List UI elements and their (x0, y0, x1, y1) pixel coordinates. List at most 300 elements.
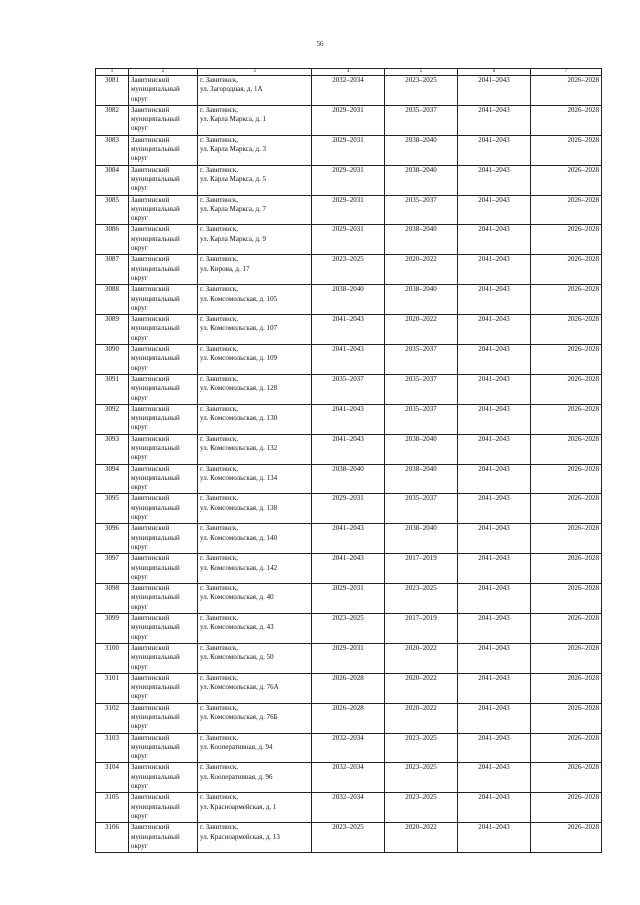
address-street: ул. Кооперативная, д. 96 (200, 772, 273, 781)
period-col6: 2041–2043 (458, 703, 531, 733)
address-cell (198, 584, 312, 614)
row-number: 3090 (96, 345, 129, 375)
period-col6: 2041–2043 (458, 793, 531, 823)
municipality-cell (129, 255, 198, 285)
address-cell (198, 614, 312, 644)
table-row (96, 195, 602, 225)
municipality-cell (129, 614, 198, 644)
municipality-line: муниципальный (131, 473, 180, 482)
column-header: 2 (129, 69, 198, 76)
address-city: г. Завитинск, (200, 554, 239, 563)
period-col6: 2041–2043 (458, 135, 531, 165)
period-col4: 2041–2043 (312, 524, 385, 554)
address-cell (198, 76, 312, 106)
municipality-line: Завитинский (131, 643, 170, 652)
municipality-line: муниципальный (131, 324, 180, 333)
period-col7: 2026–2028 (531, 524, 602, 554)
address-street: ул. Комсомольская, д. 43 (200, 623, 274, 632)
municipality-line: Завитинский (131, 225, 170, 234)
municipality-line: Завитинский (131, 76, 170, 84)
municipality-line: муниципальный (131, 713, 180, 721)
period-col7: 2026–2028 (531, 703, 602, 733)
period-col6: 2041–2043 (458, 763, 531, 793)
table-row (96, 584, 602, 614)
municipality-line: округ (131, 303, 148, 312)
municipality-line: округ (131, 363, 148, 372)
period-col5: 2020–2022 (385, 823, 458, 853)
address-street: ул. Комсомольская, д. 76Б (200, 713, 278, 721)
municipality-line: округ (131, 572, 148, 581)
municipality-line: округ (131, 841, 148, 850)
period-col6: 2041–2043 (458, 464, 531, 494)
period-col4: 2035–2037 (312, 374, 385, 404)
municipality-line: муниципальный (131, 802, 180, 811)
row-number: 3082 (96, 105, 129, 135)
address-city: г. Завитинск, (200, 404, 239, 413)
municipality-line: Завитинский (131, 195, 170, 204)
period-col5: 2023–2025 (385, 763, 458, 793)
row-number: 3101 (96, 673, 129, 703)
row-number: 3099 (96, 614, 129, 644)
column-header: 7 (531, 69, 602, 76)
address-city: г. Завитинск, (200, 434, 239, 443)
address-cell (198, 673, 312, 703)
address-city: г. Завитинск, (200, 195, 239, 204)
period-col4: 2038–2040 (312, 285, 385, 315)
period-col7: 2026–2028 (531, 793, 602, 823)
row-number: 3091 (96, 374, 129, 404)
address-street: ул. Кирова, д. 17 (200, 264, 250, 273)
address-city: г. Завитинск, (200, 135, 239, 144)
period-col5: 2038–2040 (385, 285, 458, 315)
period-col7: 2026–2028 (531, 255, 602, 285)
table-row (96, 135, 602, 165)
municipality-line: муниципальный (131, 832, 180, 841)
municipality-line: Завитинский (131, 345, 170, 354)
address-cell (198, 165, 312, 195)
column-header: 3 (198, 69, 312, 76)
municipality-cell (129, 554, 198, 584)
municipality-line: муниципальный (131, 414, 180, 423)
address-street: ул. Комсомольская, д. 50 (200, 653, 274, 662)
municipality-line: муниципальный (131, 234, 180, 243)
municipality-line: муниципальный (131, 742, 180, 751)
period-col6: 2041–2043 (458, 614, 531, 644)
municipality-line: муниципальный (131, 623, 180, 632)
address-city: г. Завитинск, (200, 793, 239, 802)
period-col4: 2032–2034 (312, 763, 385, 793)
table-row (96, 225, 602, 255)
municipality-line: округ (131, 483, 148, 492)
municipality-line: муниципальный (131, 593, 180, 602)
address-street: ул. Комсомольская, д. 109 (200, 354, 278, 363)
municipality-line: округ (131, 782, 148, 791)
address-city: г. Завитинск, (200, 76, 239, 84)
period-col5: 2023–2025 (385, 76, 458, 106)
municipality-line: муниципальный (131, 683, 180, 692)
row-number: 3086 (96, 225, 129, 255)
period-col7: 2026–2028 (531, 76, 602, 106)
period-col4: 2026–2028 (312, 673, 385, 703)
row-number: 3095 (96, 494, 129, 524)
period-col4: 2029–2031 (312, 584, 385, 614)
municipality-line: муниципальный (131, 533, 180, 542)
address-cell (198, 494, 312, 524)
period-col5: 2020–2022 (385, 643, 458, 673)
address-street: ул. Красноармейская, д. 1 (200, 802, 277, 811)
municipality-cell (129, 105, 198, 135)
period-col5: 2035–2037 (385, 404, 458, 434)
period-col5: 2038–2040 (385, 464, 458, 494)
municipality-line: округ (131, 662, 148, 671)
municipality-line: Завитинский (131, 374, 170, 383)
period-col5: 2038–2040 (385, 135, 458, 165)
municipality-line: округ (131, 333, 148, 342)
address-cell (198, 524, 312, 554)
row-number: 3096 (96, 524, 129, 554)
table-row (96, 315, 602, 345)
municipality-line: муниципальный (131, 174, 180, 183)
period-col5: 2017–2019 (385, 554, 458, 584)
page-number: 56 (316, 40, 324, 48)
municipality-line: Завитинский (131, 165, 170, 174)
table-row (96, 494, 602, 524)
table-row (96, 614, 602, 644)
table-row (96, 673, 602, 703)
address-cell (198, 195, 312, 225)
municipality-cell (129, 703, 198, 733)
address-cell (198, 434, 312, 464)
table-row (96, 703, 602, 733)
column-header: 6 (458, 69, 531, 76)
table-row (96, 763, 602, 793)
period-col5: 2017–2019 (385, 614, 458, 644)
address-street: ул. Комсомольская, д. 140 (200, 533, 278, 542)
period-col7: 2026–2028 (531, 434, 602, 464)
municipality-line: Завитинский (131, 404, 170, 413)
period-col6: 2041–2043 (458, 404, 531, 434)
address-city: г. Завитинск, (200, 255, 239, 264)
address-street: ул. Карла Маркса, д. 9 (200, 234, 267, 243)
row-number: 3081 (96, 76, 129, 106)
municipality-line: муниципальный (131, 85, 180, 94)
address-street: ул. Комсомольская, д. 40 (200, 593, 274, 602)
municipality-line: Завитинский (131, 703, 170, 712)
period-col6: 2041–2043 (458, 225, 531, 255)
municipality-line: Завитинский (131, 823, 170, 832)
address-city: г. Завитинск, (200, 584, 239, 593)
municipality-cell (129, 823, 198, 853)
period-col5: 2038–2040 (385, 165, 458, 195)
municipality-line: Завитинский (131, 285, 170, 294)
row-number: 3106 (96, 823, 129, 853)
address-street: ул. Карла Маркса, д. 1 (200, 115, 267, 124)
period-col7: 2026–2028 (531, 823, 602, 853)
municipality-line: округ (131, 692, 148, 701)
municipality-line: округ (131, 184, 148, 193)
address-city: г. Завитинск, (200, 733, 239, 742)
address-city: г. Завитинск, (200, 285, 239, 294)
period-col7: 2026–2028 (531, 105, 602, 135)
period-col5: 2035–2037 (385, 105, 458, 135)
municipality-cell (129, 135, 198, 165)
municipality-cell (129, 733, 198, 763)
municipality-cell (129, 464, 198, 494)
municipality-cell (129, 315, 198, 345)
period-col7: 2026–2028 (531, 135, 602, 165)
address-cell (198, 404, 312, 434)
address-city: г. Завитинск, (200, 225, 239, 234)
municipality-line: Завитинский (131, 494, 170, 503)
address-street: ул. Комсомольская, д. 76А (200, 683, 279, 692)
row-number: 3103 (96, 733, 129, 763)
table-row (96, 374, 602, 404)
table-row (96, 733, 602, 763)
municipality-line: округ (131, 752, 148, 761)
column-header: 5 (385, 69, 458, 76)
municipality-cell (129, 225, 198, 255)
municipality-cell (129, 524, 198, 554)
period-col7: 2026–2028 (531, 554, 602, 584)
address-city: г. Завитинск, (200, 345, 239, 354)
period-col4: 2032–2034 (312, 793, 385, 823)
period-col7: 2026–2028 (531, 225, 602, 255)
municipality-line: округ (131, 602, 148, 611)
period-col7: 2026–2028 (531, 673, 602, 703)
municipality-line: округ (131, 244, 148, 253)
municipality-line: муниципальный (131, 384, 180, 393)
address-city: г. Завитинск, (200, 614, 239, 623)
table-row (96, 524, 602, 554)
period-col6: 2041–2043 (458, 105, 531, 135)
period-col7: 2026–2028 (531, 464, 602, 494)
period-col5: 2020–2022 (385, 315, 458, 345)
period-col4: 2041–2043 (312, 434, 385, 464)
table-row (96, 793, 602, 823)
municipality-cell (129, 76, 198, 106)
municipality-line: Завитинский (131, 135, 170, 144)
address-street: ул. Комсомольская, д. 105 (200, 294, 278, 303)
municipality-line: муниципальный (131, 443, 180, 452)
period-col4: 2023–2025 (312, 255, 385, 285)
municipality-line: Завитинский (131, 554, 170, 563)
period-col7: 2026–2028 (531, 614, 602, 644)
period-col7: 2026–2028 (531, 584, 602, 614)
period-col7: 2026–2028 (531, 733, 602, 763)
address-street: ул. Комсомольская, д. 134 (200, 473, 278, 482)
table-row (96, 285, 602, 315)
municipality-line: Завитинский (131, 793, 170, 802)
municipality-line: округ (131, 811, 148, 820)
period-col5: 2023–2025 (385, 793, 458, 823)
municipality-cell (129, 374, 198, 404)
address-street: ул. Карла Маркса, д. 3 (200, 145, 267, 154)
period-col7: 2026–2028 (531, 315, 602, 345)
period-col6: 2041–2043 (458, 554, 531, 584)
period-col7: 2026–2028 (531, 404, 602, 434)
municipality-line: Завитинский (131, 105, 170, 114)
address-city: г. Завитинск, (200, 374, 239, 383)
period-col4: 2023–2025 (312, 823, 385, 853)
municipality-line: округ (131, 273, 148, 282)
municipality-cell (129, 584, 198, 614)
municipality-line: муниципальный (131, 204, 180, 213)
address-street: ул. Карла Маркса, д. 5 (200, 174, 267, 183)
period-col4: 2029–2031 (312, 494, 385, 524)
address-city: г. Завитинск, (200, 315, 239, 324)
period-col7: 2026–2028 (531, 345, 602, 375)
period-col4: 2029–2031 (312, 225, 385, 255)
address-cell (198, 285, 312, 315)
period-col5: 2020–2022 (385, 673, 458, 703)
row-number: 3087 (96, 255, 129, 285)
period-col4: 2041–2043 (312, 345, 385, 375)
period-col4: 2023–2025 (312, 614, 385, 644)
address-city: г. Завитинск, (200, 105, 239, 114)
address-cell (198, 703, 312, 733)
address-cell (198, 315, 312, 345)
municipality-cell (129, 643, 198, 673)
address-city: г. Завитинск, (200, 703, 239, 712)
column-header: 4 (312, 69, 385, 76)
table-row (96, 554, 602, 584)
municipality-line: Завитинский (131, 673, 170, 682)
row-number: 3102 (96, 703, 129, 733)
period-col4: 2041–2043 (312, 315, 385, 345)
period-col6: 2041–2043 (458, 524, 531, 554)
municipality-line: Завитинский (131, 464, 170, 473)
period-col4: 2029–2031 (312, 195, 385, 225)
municipality-cell (129, 793, 198, 823)
address-street: ул. Карла Маркса, д. 7 (200, 204, 267, 213)
period-col6: 2041–2043 (458, 673, 531, 703)
period-col6: 2041–2043 (458, 823, 531, 853)
address-city: г. Завитинск, (200, 464, 239, 473)
address-cell (198, 105, 312, 135)
municipality-line: округ (131, 393, 148, 402)
address-city: г. Завитинск, (200, 823, 239, 832)
address-cell (198, 255, 312, 285)
table-row (96, 105, 602, 135)
period-col6: 2041–2043 (458, 494, 531, 524)
period-col4: 2029–2031 (312, 643, 385, 673)
address-city: г. Завитинск, (200, 524, 239, 533)
municipality-line: Завитинский (131, 614, 170, 623)
row-number: 3088 (96, 285, 129, 315)
municipality-line: округ (131, 542, 148, 551)
period-col5: 2038–2040 (385, 524, 458, 554)
address-cell (198, 345, 312, 375)
period-col4: 2029–2031 (312, 135, 385, 165)
municipality-line: округ (131, 632, 148, 641)
address-street: ул. Комсомольская, д. 130 (200, 414, 278, 423)
period-col5: 2020–2022 (385, 703, 458, 733)
address-city: г. Завитинск, (200, 165, 239, 174)
period-col6: 2041–2043 (458, 733, 531, 763)
address-cell (198, 763, 312, 793)
period-col6: 2041–2043 (458, 315, 531, 345)
municipality-cell (129, 434, 198, 464)
period-col7: 2026–2028 (531, 494, 602, 524)
period-col5: 2035–2037 (385, 195, 458, 225)
municipality-line: муниципальный (131, 772, 180, 781)
period-col6: 2041–2043 (458, 374, 531, 404)
municipality-line: муниципальный (131, 503, 180, 512)
table-row (96, 404, 602, 434)
row-number: 3092 (96, 404, 129, 434)
address-street: ул. Комсомольская, д. 142 (200, 563, 278, 572)
period-col7: 2026–2028 (531, 195, 602, 225)
address-street: ул. Красноармейская, д. 13 (200, 832, 280, 841)
schedule-table (95, 68, 602, 853)
period-col4: 2029–2031 (312, 105, 385, 135)
municipality-line: муниципальный (131, 115, 180, 124)
row-number: 3094 (96, 464, 129, 494)
address-street: ул. Комсомольская, д. 107 (200, 324, 278, 333)
address-street: ул. Комсомольская, д. 128 (200, 384, 278, 393)
municipality-line: Завитинский (131, 584, 170, 593)
address-cell (198, 554, 312, 584)
municipality-line: Завитинский (131, 763, 170, 772)
period-col5: 2038–2040 (385, 225, 458, 255)
period-col6: 2041–2043 (458, 255, 531, 285)
municipality-line: округ (131, 722, 148, 731)
row-number: 3097 (96, 554, 129, 584)
municipality-cell (129, 345, 198, 375)
period-col6: 2041–2043 (458, 643, 531, 673)
period-col6: 2041–2043 (458, 345, 531, 375)
address-cell (198, 643, 312, 673)
municipality-line: округ (131, 423, 148, 432)
row-number: 3089 (96, 315, 129, 345)
address-city: г. Завитинск, (200, 763, 239, 772)
address-cell (198, 135, 312, 165)
table-row (96, 643, 602, 673)
period-col4: 2032–2034 (312, 733, 385, 763)
municipality-line: округ (131, 124, 148, 133)
address-city: г. Завитинск, (200, 494, 239, 503)
municipality-cell (129, 404, 198, 434)
period-col5: 2020–2022 (385, 255, 458, 285)
table-row (96, 823, 602, 853)
period-col6: 2041–2043 (458, 434, 531, 464)
address-cell (198, 733, 312, 763)
row-number: 3084 (96, 165, 129, 195)
table-row (96, 345, 602, 375)
column-header: 1 (96, 69, 129, 76)
period-col4: 2032–2034 (312, 76, 385, 106)
period-col7: 2026–2028 (531, 285, 602, 315)
address-city: г. Завитинск, (200, 673, 239, 682)
municipality-line: Завитинский (131, 315, 170, 324)
row-number: 3104 (96, 763, 129, 793)
table-row (96, 165, 602, 195)
period-col6: 2041–2043 (458, 285, 531, 315)
period-col5: 2035–2037 (385, 494, 458, 524)
period-col5: 2035–2037 (385, 374, 458, 404)
period-col7: 2026–2028 (531, 763, 602, 793)
municipality-line: округ (131, 154, 148, 163)
municipality-line: Завитинский (131, 733, 170, 742)
municipality-line: округ (131, 94, 148, 103)
period-col6: 2041–2043 (458, 76, 531, 106)
municipality-cell (129, 494, 198, 524)
period-col4: 2026–2028 (312, 703, 385, 733)
row-number: 3098 (96, 584, 129, 614)
municipality-line: Завитинский (131, 524, 170, 533)
table-row (96, 255, 602, 285)
table-row (96, 76, 602, 106)
